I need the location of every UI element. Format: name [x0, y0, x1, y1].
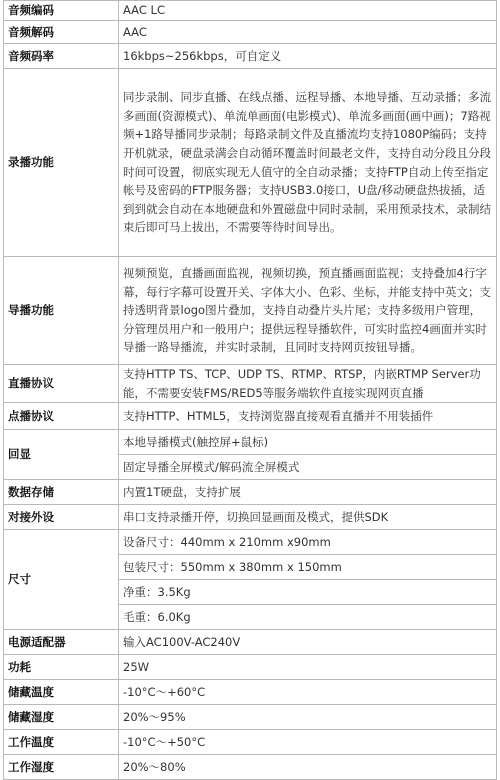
- row-value: 设备尺寸：440mm x 210mm x90mm: [119, 530, 497, 555]
- row-power: [4, 655, 497, 680]
- row-label: 工作温度: [4, 730, 119, 755]
- row-storage-temp: [4, 680, 497, 705]
- row-value: 包装尺寸：550mm x 380mm x 150mm: [119, 555, 497, 580]
- row-work-humidity: [4, 755, 497, 780]
- row-label: 储藏湿度: [4, 705, 119, 730]
- row-storage: [4, 480, 497, 505]
- row-label: 电源适配器: [4, 630, 119, 655]
- row-value: AAC LC: [119, 1, 497, 21]
- row-audio-bitrate: [4, 44, 497, 69]
- row-value: AAC: [119, 21, 497, 44]
- row-value: 毛重：6.0Kg: [119, 605, 497, 630]
- row-label: 点播协议: [4, 403, 119, 430]
- row-value: 内置1T硬盘，支持扩展: [119, 480, 497, 505]
- row-label: 音频编码: [4, 1, 119, 21]
- row-value: -10°C～+50°C: [119, 730, 497, 755]
- row-value: 净重：3.5Kg: [119, 580, 497, 605]
- row-label: 回显: [4, 430, 119, 480]
- row-label: 储藏温度: [4, 680, 119, 705]
- row-label: 导播功能: [4, 257, 119, 365]
- row-label: 功耗: [4, 655, 119, 680]
- row-audio-codec: [4, 1, 497, 21]
- row-label: 音频码率: [4, 44, 119, 69]
- row-label: 对接外设: [4, 505, 119, 530]
- row-label: 音频解码: [4, 21, 119, 44]
- row-label: 直播协议: [4, 365, 119, 403]
- row-value: 20%～80%: [119, 755, 497, 780]
- row-value: 支持HTTP、HTML5，支持浏览器直接观看直播并不用装插件: [119, 403, 497, 430]
- row-value: 输入AC100V-AC240V: [119, 630, 497, 655]
- row-value: 25W: [119, 655, 497, 680]
- row-value: 同步录制、同步直播、在线点播、远程导播、本地导播、互动录播；多流多画面(资源模式)、单流单画面(电影模式)、单流多画面(画中画)；7路视频+1路导播同步录制；每路录制文件及直播流均支持1080P编码；支持开机就录，硬盘录满会自动循环覆盖时间最老文件，支持自动分段且分段时间可设置，彻底实现无人值守的全自动录播；支持FTP自动上传至指定帐号及密码的FTP服务器；支持USB3.0接口，U盘/移动硬盘热拔插，适到到就会自动在本地硬盘和外置磁盘中同时录制，采用预录技术，录制结束后即可马上拔出，不需要等待时间导出。: [119, 69, 497, 257]
- row-audio-decode: [4, 21, 497, 44]
- row-value: -10°C～+60°C: [119, 680, 497, 705]
- spec-table: [3, 0, 497, 780]
- row-value: 串口支持录播开停，切换回显画面及模式，提供SDK: [119, 505, 497, 530]
- row-value: 视频预览，直播画面监视，视频切换，预直播画面监视；支持叠加4行字幕，每行字幕可设置开关、字体大小、色彩、坐标，并能支持中英文；支持透明背景logo图片叠加，支持自动叠片头片尾；支持多级用户管理，分管理员用户和一般用户；提供远程导播软件，可实时监控4画面并实时导播一路导播流，并实时录制，且同时支持网页按钮导播。: [119, 257, 497, 365]
- row-playback: [4, 430, 497, 455]
- row-recording: [4, 69, 497, 257]
- row-label: 尺寸: [4, 530, 119, 630]
- row-directing: [4, 257, 497, 365]
- row-value: 本地导播模式(触控屏+鼠标): [119, 430, 497, 455]
- row-value: 20%～95%: [119, 705, 497, 730]
- row-storage-humidity: [4, 705, 497, 730]
- row-value: 支持HTTP TS、TCP、UDP TS、RTMP、RTSP，内嵌RTMP Server功能，不需要安装FMS/RED5等服务端软件直接实现网页直播: [119, 365, 497, 403]
- row-power-adapter: [4, 630, 497, 655]
- row-external: [4, 505, 497, 530]
- row-label: 工作湿度: [4, 755, 119, 780]
- row-label: 录播功能: [4, 69, 119, 257]
- row-live-protocol: [4, 365, 497, 403]
- row-value: 16kbps~256kbps，可自定义: [119, 44, 497, 69]
- row-work-temp: [4, 730, 497, 755]
- row-size-device: [4, 530, 497, 555]
- row-label: 数据存储: [4, 480, 119, 505]
- row-value: 固定导播全屏模式/解码流全屏模式: [119, 455, 497, 480]
- row-vod-protocol: [4, 403, 497, 430]
